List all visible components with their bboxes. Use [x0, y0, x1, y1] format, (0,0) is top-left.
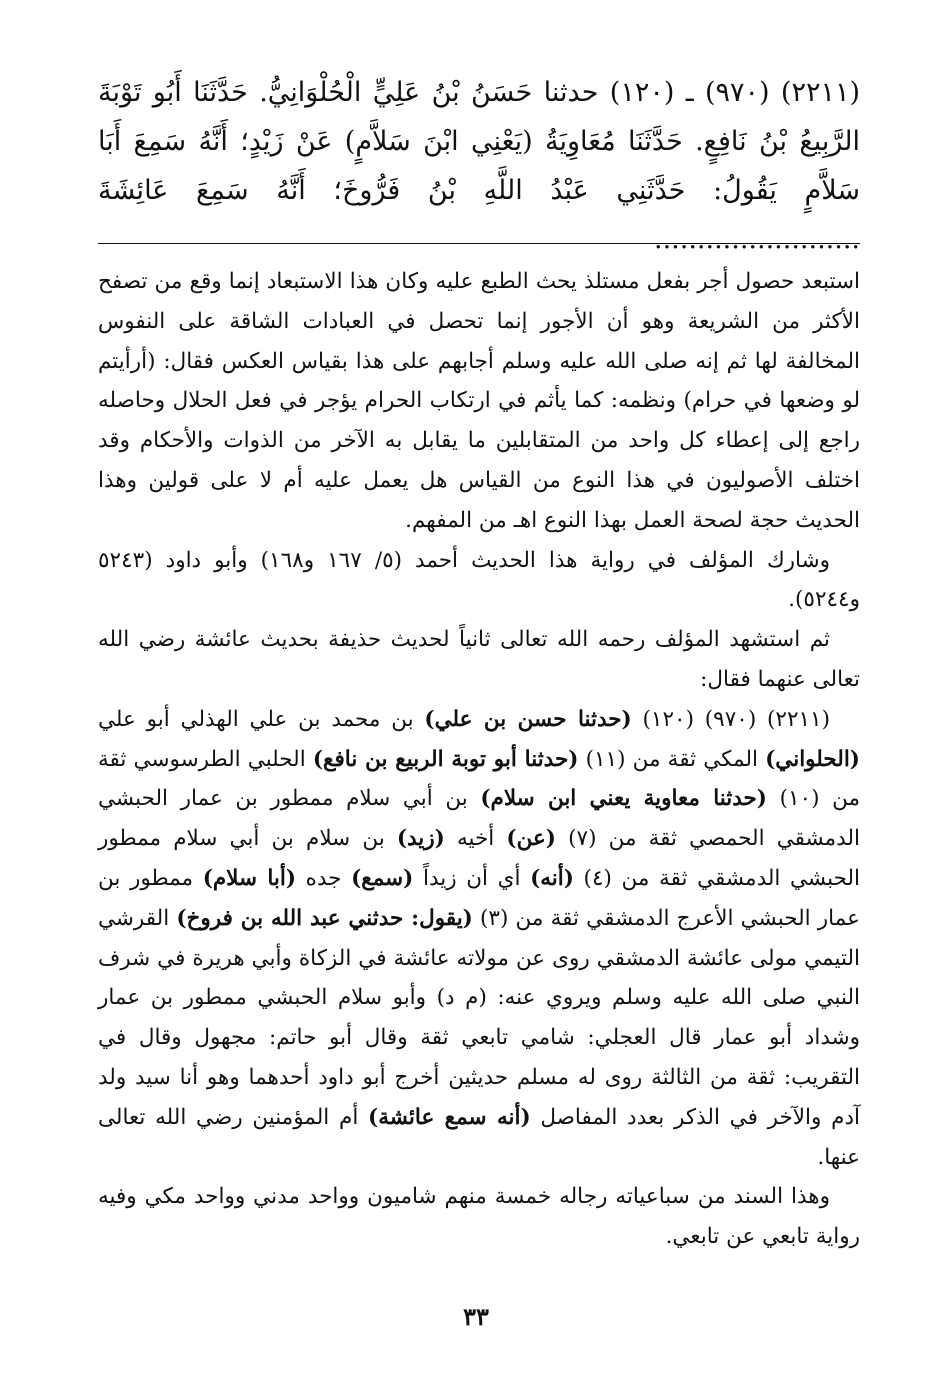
narrator-bold: (زيد)	[396, 826, 445, 852]
isnad-segment: بن محمد بن علي الهذلي أبو علي	[98, 706, 425, 732]
narrator-bold: (أنه)	[530, 865, 574, 891]
ellipsis-dots: ........................	[654, 224, 860, 255]
hadith-matn: (٢٢١١) (٩٧٠) ـ (١٢٠) حدثنا حَسَنُ بْنُ عَلِيٍّ الْحُلْوَانِيُّ. حَدَّثَنَا أَبُو تَوْبَةَ الرَّبِيعُ بْنُ نَافِعٍ. حَدَّثَنَا مُعَاوِيَةُ (يَعْنِي ابْنَ سَلاَّمٍ) عَنْ زَيْدٍ؛ أَنَّهُ سَمِعَ أَبَا سَلاَّمٍ يَقُولُ: حَدَّثَنِي عَبْدُ اللَّهِ بْنُ فَرُّوخَ؛ أَنَّهُ سَمِعَ عَائِشَةَ	[98, 77, 860, 206]
page-number: ٣٣	[463, 1302, 489, 1331]
narrator-bold: (حدثنا أبو توبة الربيع بن نافع)	[312, 746, 579, 772]
isnad-segment: الحلبي الطرسوسي ثقة من (١٠)	[98, 746, 861, 812]
commentary-paragraph-2: وشارك المؤلف في رواية هذا الحديث أحمد (٥/ ١٦٧ و١٦٨) وأبو داود (٥٢٤٣ و٥٢٤٤).	[98, 547, 860, 613]
isnad-segment: (٢٢١١) (٩٧٠) (١٢٠)	[631, 706, 830, 732]
narrator-bold: (الحلواني)	[765, 746, 860, 772]
commentary-paragraph-5: وهذا السند من سباعياته رجاله خمسة منهم شاميون وواحد مدني وواحد مكي وفيه رواية تابعي عن تابعي.	[98, 1184, 860, 1250]
isnad-paragraph	[98, 700, 860, 1178]
commentary-paragraph-3: ثم استشهد المؤلف رحمه الله تعالى ثانياً لحديث حذيفة بحديث عائشة رضي الله تعالى عنهما فقال:	[98, 627, 860, 692]
narrator-bold: (يقول: حدثني عبد الله بن فروخ)	[176, 905, 473, 931]
isnad-segment: أخيه	[444, 826, 507, 852]
narrator-bold: (حدثنا حسن بن علي)	[424, 706, 632, 732]
narrator-bold: (عن)	[506, 826, 556, 852]
isnad-segment: القرشي التيمي مولى عائشة الدمشقي روى عن مولاته عائشة في الزكاة وأبي هريرة في شرف النبي صلى الله عليه وسلم ويروي عنه: (م د) وأبو سلام الحبشي ممطور بن عمار وشداد أبو عمار قال العجلي: شامي تابعي ثقة وقال أبو حاتم: مجهول وقال في التقريب: ثقة من الثالثة روى له مسلم حديثين أخرج أبو داود أحدهما وهو أنا سيد ولد آدم والآخر في الذكر بعدد المفاصل	[98, 905, 860, 1130]
isnad-segment: جده	[296, 865, 352, 891]
isnad-segment: ممطور بن عمار الحبشي الأعرج الدمشقي ثقة من (٣)	[98, 865, 860, 931]
footnote-divider	[98, 243, 860, 244]
isnad-segment: أم المؤمنين رضي الله تعالى عنها.	[98, 1104, 860, 1170]
isnad-segment: بن أبي سلام ممطور بن عمار الحبشي الدمشقي الحمصي ثقة من (٧)	[98, 786, 860, 852]
narrator-bold: (حدثنا معاوية يعني ابن سلام)	[480, 786, 767, 812]
commentary-block	[98, 262, 860, 1257]
hadith-text-block	[98, 68, 860, 264]
isnad-segment: المكي ثقة من (١١)	[578, 746, 766, 772]
commentary-paragraph-1: استبعد حصول أجر بفعل مستلذ يحث الطبع عليه وكان هذا الاستبعاد إنما وقع من تصفح الأكثر من الشريعة وهو أن الأجور إنما تحصل في العبادات الشاقة على النفوس المخالفة لها ثم إنه صلى الله عليه وسلم أجابهم على هذا بقياس العكس فقال: (أرأيتم لو وضعها في حرام) ونظمه: كما يأثم في ارتكاب الحرام يؤجر في فعل الحلال وحاصله راجع إلى إعطاء كل واحد من المتقابلين ما يقابل به الآخر من الذوات والأحكام وقد اختلف الأصوليون في هذا النوع من القياس هل يعمل عليه أم لا على قولين وهذا الحديث حجة لصحة العمل بهذا النوع اهـ من المفهم.	[98, 269, 860, 533]
isnad-segment: أي أن زيداً	[413, 865, 531, 891]
narrator-bold: (أنه سمع عائشة)	[368, 1104, 531, 1130]
isnad-segment: بن سلام بن أبي سلام ممطور الحبشي الدمشقي ثقة من (٤)	[98, 826, 860, 891]
narrator-bold: (أبا سلام)	[202, 865, 296, 891]
narrator-bold: (سمع)	[351, 865, 414, 891]
